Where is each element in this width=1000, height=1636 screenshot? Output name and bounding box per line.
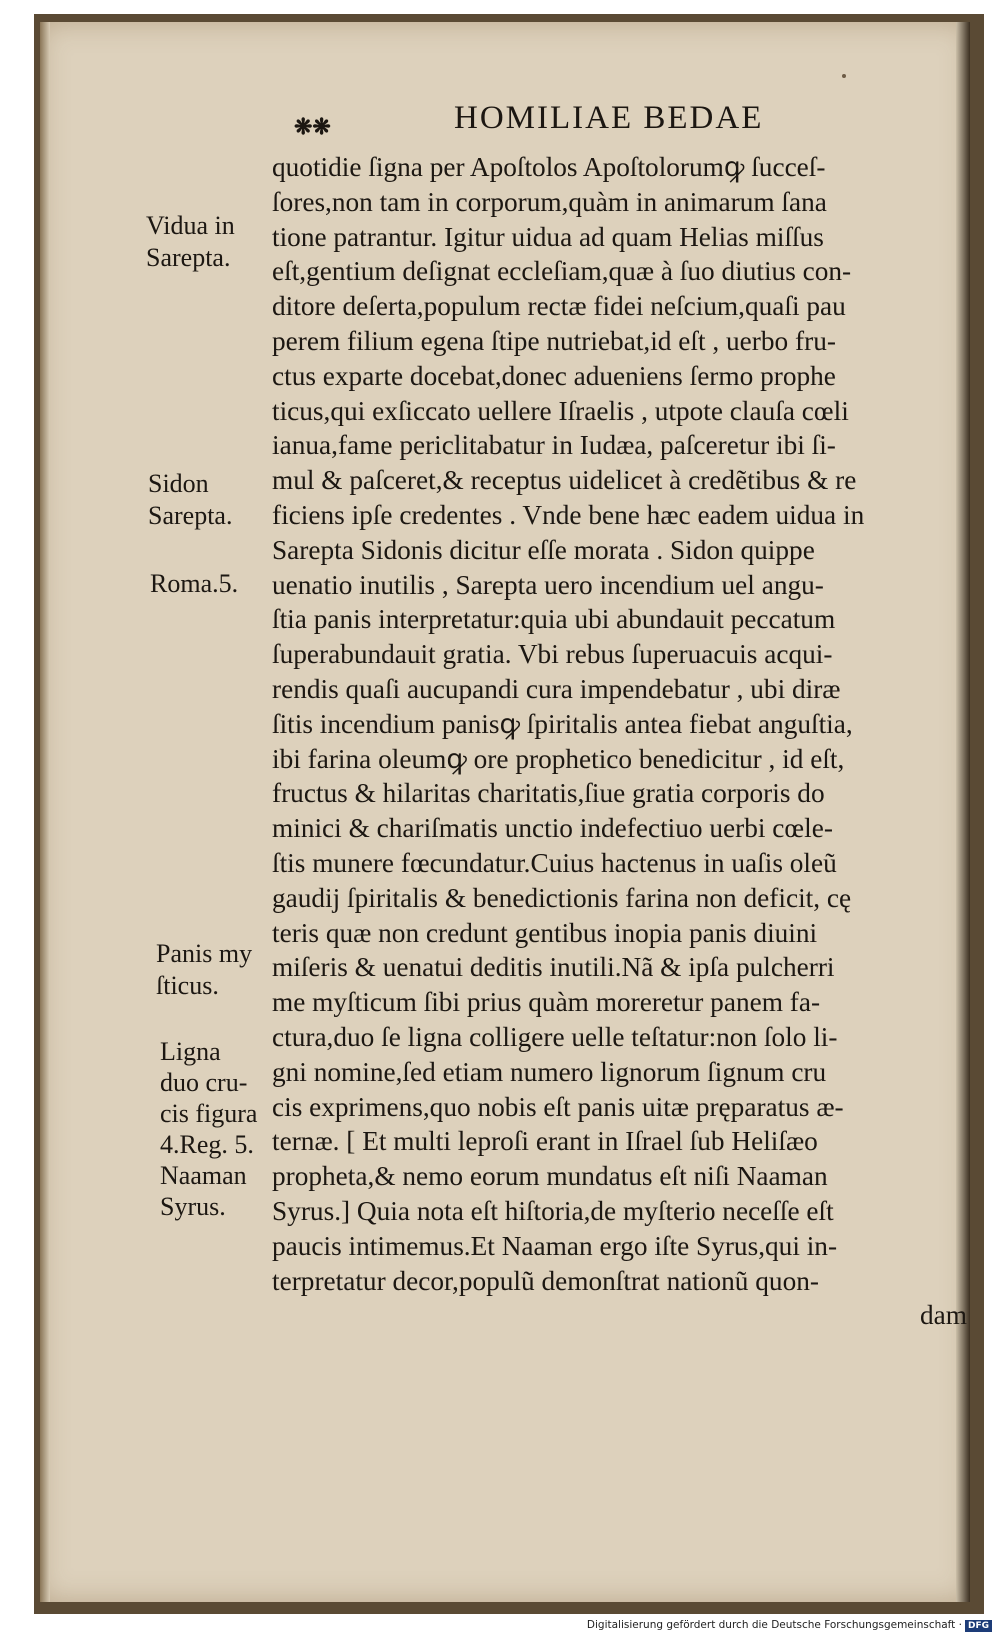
credit-text: Digitalisierung gefördert durch die Deutsche Forschungsgemeinschaft · bbox=[586, 1619, 962, 1631]
margin-note-line: 4.Reg. 5. bbox=[160, 1130, 254, 1159]
margin-note-line: Naaman bbox=[160, 1161, 247, 1190]
margin-note-line: Sarepta. bbox=[146, 243, 231, 272]
margin-note-line: Syrus. bbox=[160, 1192, 226, 1221]
text-line: teris quæ non credunt gentibus inopia panis diuini bbox=[272, 917, 818, 948]
text-line: gaudij ſpiritalis & benedictionis farina non deficit, cę bbox=[272, 882, 852, 913]
dfg-logo: DFG bbox=[965, 1620, 992, 1632]
margin-note-ligna bbox=[160, 1036, 257, 1222]
text-line: paucis intimemus.Et Naaman ergo iſte Syrus,qui in- bbox=[272, 1230, 838, 1261]
text-line: tione patrantur. Igitur uidua ad quam Helias miſſus bbox=[272, 221, 824, 252]
margin-note-line: Sarepta. bbox=[148, 501, 233, 530]
text-line: mul & paſceret,& receptus uidelicet à credẽtibus & re bbox=[272, 465, 857, 496]
text-line: minici & chariſmatis unctio indefectiuo uerbi cœle- bbox=[272, 813, 833, 844]
text-line: fructus & hilaritas charitatis,ſiue gratia corporis do bbox=[272, 778, 825, 809]
text-line: ternæ. [ Et multi leproſi erant in Iſrael ſub Heliſæo bbox=[272, 1126, 818, 1157]
text-line: cis exprimens,quo nobis eſt panis uitæ pręparatus æ- bbox=[272, 1091, 844, 1122]
ink-speck bbox=[842, 74, 846, 78]
text-line: Sarepta Sidonis dicitur eſſe morata . Sidon quippe bbox=[272, 534, 815, 565]
text-line: ditore deſerta,populum rectæ fidei neſcium,quaſi pau bbox=[272, 291, 846, 322]
margin-note-roma bbox=[150, 568, 238, 600]
book-page bbox=[40, 22, 970, 1602]
text-line: ſuperabundauit gratia. Vbi rebus ſuperuacuis acqui- bbox=[272, 639, 833, 670]
running-head: HOMILIAE BEDAE bbox=[454, 100, 764, 136]
text-line: me myſticum ſibi prius quàm moreretur panem fa- bbox=[272, 987, 821, 1018]
text-line: dam bbox=[920, 1300, 967, 1331]
text-line: ctura,duo ſe ligna colligere uelle teſtatur:non ſolo li- bbox=[272, 1021, 838, 1052]
margin-note-line: Sidon bbox=[148, 469, 209, 498]
text-line: ticus,qui exſiccato uellere Iſraelis , utpote clauſa cœli bbox=[272, 395, 849, 426]
margin-note-line: Panis my bbox=[156, 939, 253, 968]
page-gutter bbox=[40, 22, 50, 1602]
text-line: quotidie ſigna per Apoſtolos Apoſtolorumꝙ ſucceſ- bbox=[272, 152, 826, 182]
text-line: uenatio inutilis , Sarepta uero incendium uel angu- bbox=[272, 569, 824, 600]
text-line: Syrus.] Quia nota eſt hiſtoria,de myſterio neceſſe eſt bbox=[272, 1195, 834, 1226]
margin-note-line: Vidua in bbox=[146, 211, 235, 240]
text-line: ibi farina oleumꝙ ore prophetico benedicitur , id eſt, bbox=[272, 743, 845, 774]
text-line: ſtis munere fœcundatur.Cuius hactenus in uaſis oleũ bbox=[272, 847, 837, 878]
margin-note-line: duo cru- bbox=[160, 1068, 248, 1097]
margin-note-sidon bbox=[148, 468, 232, 532]
margin-note-line: ſticus. bbox=[156, 971, 219, 1000]
text-line: propheta,& nemo eorum mundatus eſt niſi Naaman bbox=[272, 1161, 828, 1192]
text-line: ianua,fame periclitabatur in Iudæa, paſceretur ibi ſi- bbox=[272, 430, 836, 461]
page-header bbox=[40, 100, 970, 146]
text-line: terpretatur decor,populũ demonſtrat nationũ quon- bbox=[272, 1265, 819, 1296]
folio-number: ❋❋ bbox=[294, 114, 331, 140]
margin-note-line: Roma.5. bbox=[150, 569, 239, 598]
margin-note-line: Ligna bbox=[160, 1037, 221, 1066]
text-line: ctus exparte docebat,donec adueniens ſermo prophe bbox=[272, 360, 836, 391]
main-text-block bbox=[272, 150, 967, 1333]
margin-note-line: cis figura bbox=[160, 1099, 258, 1128]
text-line: ſitis incendium panisꝙ ſpiritalis antea fiebat anguſtia, bbox=[272, 708, 853, 739]
margin-note-panis bbox=[156, 938, 252, 1002]
text-line: gni nomine,ſed etiam numero lignorum ſignum cru bbox=[272, 1056, 827, 1087]
text-line: miſeris & uenatui deditis inutili.Nã & ipſa pulcherri bbox=[272, 952, 835, 983]
digitization-credit bbox=[587, 1619, 992, 1632]
text-line: rendis quaſi aucupandi cura impendebatur , ubi diræ bbox=[272, 673, 841, 704]
text-line: ficiens ipſe credentes . Vnde bene hæc eadem uidua in bbox=[272, 499, 865, 530]
margin-note-vidua bbox=[146, 210, 235, 274]
text-line: eſt,gentium deſignat eccleſiam,quæ à ſuo diutius con- bbox=[272, 256, 852, 287]
text-line: ſores,non tam in corporum,quàm in animarum ſana bbox=[272, 186, 827, 217]
text-line: perem filium egena ſtipe nutriebat,id eſt , uerbo fru- bbox=[272, 325, 836, 356]
text-line: ſtia panis interpretatur:quia ubi abundauit peccatum bbox=[272, 604, 836, 635]
